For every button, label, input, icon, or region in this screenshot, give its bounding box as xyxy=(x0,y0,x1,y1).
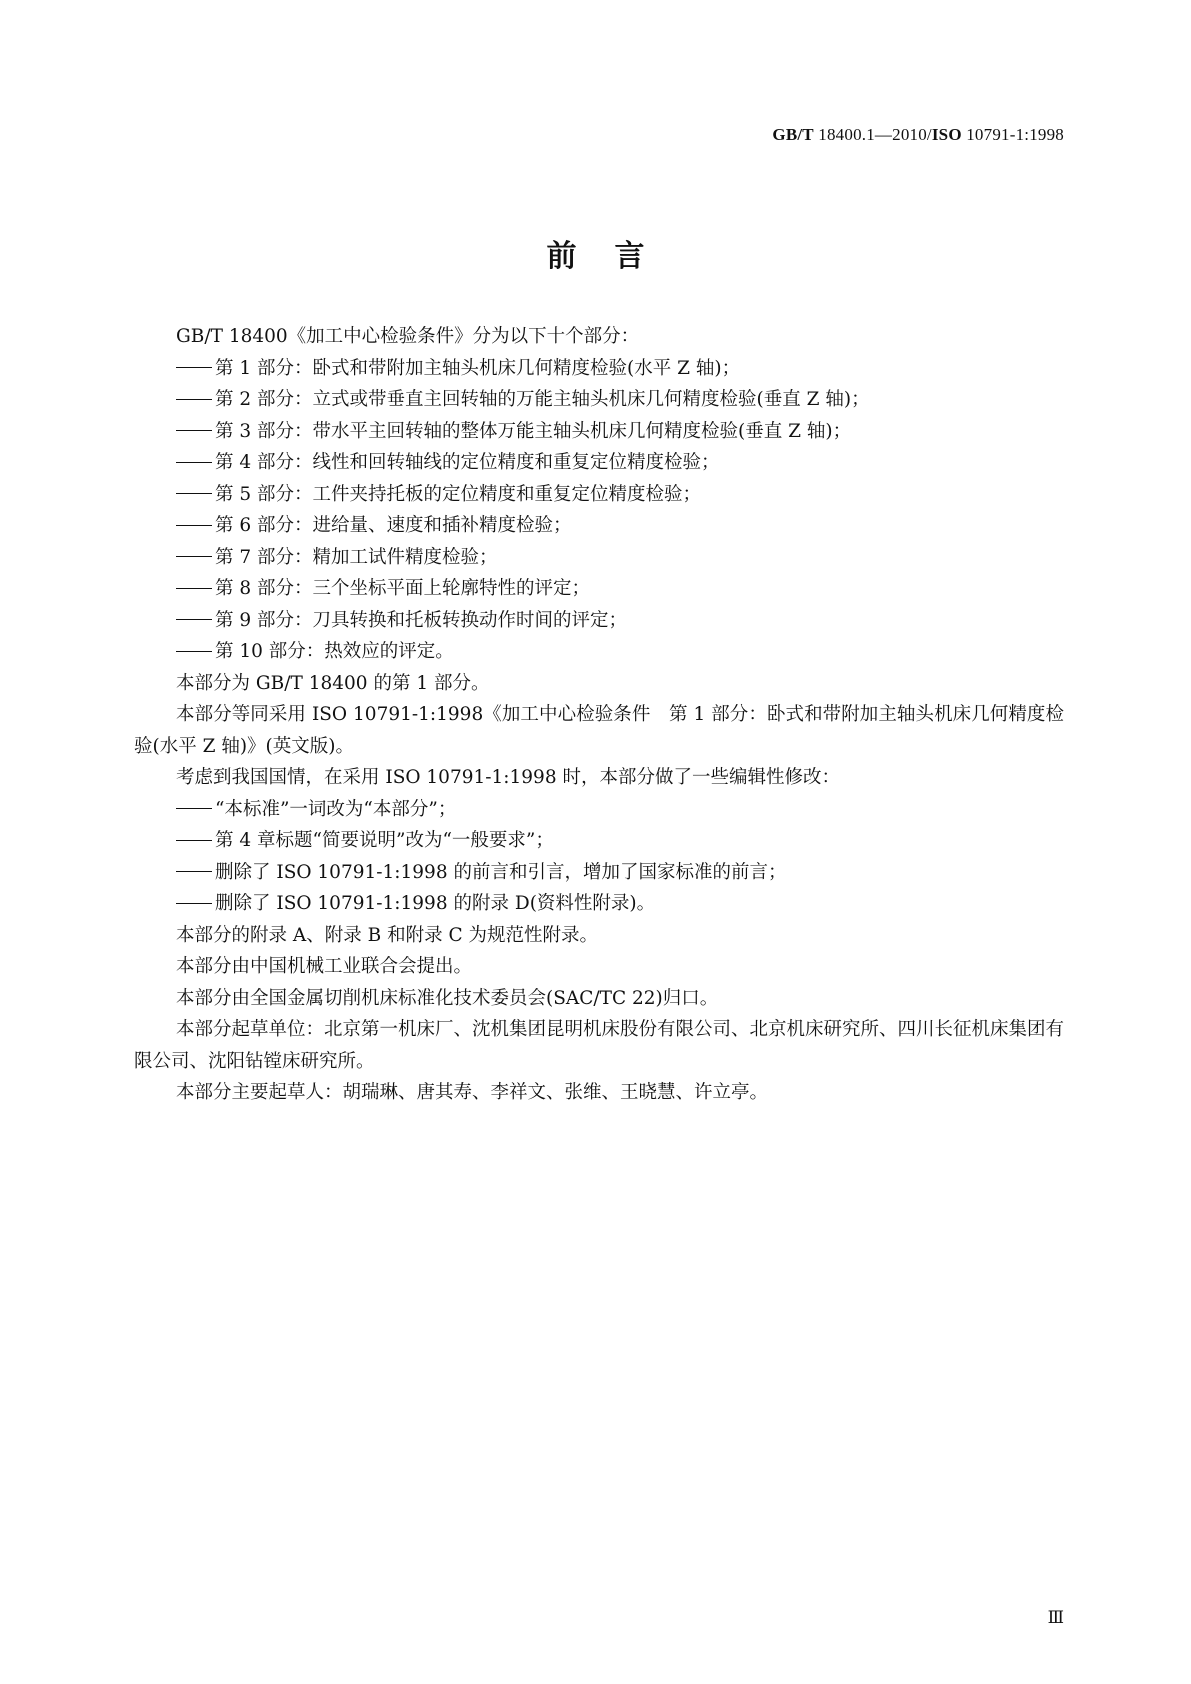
part-list-item xyxy=(134,416,1064,448)
part-list-item xyxy=(134,353,1064,385)
dash-mark xyxy=(176,430,212,431)
change-list-text: 删除了 ISO 10791-1:1998 的附录 D(资料性附录)。 xyxy=(215,893,656,914)
dash-mark xyxy=(176,462,212,463)
part-list-item xyxy=(134,542,1064,574)
part-list-text: 第 2 部分：立式或带垂直主回转轴的万能主轴头机床几何精度检验(垂直 Z 轴)； xyxy=(215,389,870,410)
equivalence-statement: 本部分等同采用 ISO 10791-1:1998《加工中心检验条件 第 1 部分：卧式和带附加主轴头机床几何精度检验(水平 Z 轴)》(英文版)。 xyxy=(134,704,1064,757)
intro-paragraph: GB/T 18400《加工中心检验条件》分为以下十个部分： xyxy=(176,326,640,347)
change-list-item xyxy=(134,794,1064,826)
page-number: Ⅲ xyxy=(1047,1608,1064,1627)
part-list-item xyxy=(134,605,1064,637)
part-list-item xyxy=(134,447,1064,479)
dash-mark xyxy=(176,367,212,368)
part-list-item xyxy=(134,636,1064,668)
change-list-item xyxy=(134,825,1064,857)
foreword-body xyxy=(134,321,1064,1109)
dash-mark xyxy=(176,903,212,904)
part-list-text: 第 9 部分：刀具转换和托板转换动作时间的评定； xyxy=(215,609,628,631)
part-list-item xyxy=(134,479,1064,511)
change-list-text: “本标准”一词改为“本部分”； xyxy=(215,798,457,820)
dash-mark xyxy=(176,399,212,400)
part-list-text: 第 6 部分：进给量、速度和插补精度检验； xyxy=(215,515,572,536)
standard-code-iso: ISO xyxy=(931,125,962,144)
part-list-text: 第 1 部分：卧式和带附加主轴头机床几何精度检验(水平 Z 轴)； xyxy=(215,357,741,379)
standard-code-header xyxy=(772,125,1064,145)
change-list-item xyxy=(134,888,1064,920)
dash-mark xyxy=(176,651,212,652)
drafters-statement: 本部分主要起草人：胡瑞琳、唐其寿、李祥文、张维、王晓慧、许立亭。 xyxy=(176,1082,769,1103)
proposer-statement: 本部分由中国机械工业联合会提出。 xyxy=(176,956,473,977)
part-statement: 本部分为 GB/T 18400 的第 1 部分。 xyxy=(176,672,490,694)
change-list-text: 第 4 章标题“简要说明”改为“一般要求”； xyxy=(215,830,554,851)
dash-mark xyxy=(176,840,212,841)
centralizer-statement: 本部分由全国金属切削机床标准化技术委员会(SAC/TC 22)归口。 xyxy=(176,987,719,1009)
standard-code-prefix: GB/T xyxy=(772,125,814,144)
part-list-item xyxy=(134,384,1064,416)
part-list-text: 第 4 部分：线性和回转轴线的定位精度和重复定位精度检验； xyxy=(215,452,720,473)
part-list-text: 第 7 部分：精加工试件精度检验； xyxy=(215,546,498,568)
part-list-text: 第 8 部分：三个坐标平面上轮廓特性的评定； xyxy=(215,578,591,599)
part-list-item xyxy=(134,510,1064,542)
dash-mark xyxy=(176,493,212,494)
part-list-text: 第 3 部分：带水平主回转轴的整体万能主轴头机床几何精度检验(垂直 Z 轴)； xyxy=(215,420,852,442)
dash-mark xyxy=(176,588,212,589)
part-list-text: 第 10 部分：热效应的评定。 xyxy=(215,641,454,662)
dash-mark xyxy=(176,556,212,557)
drafting-units-statement: 本部分起草单位：北京第一机床厂、沈机集团昆明机床股份有限公司、北京机床研究所、四川长征机床集团有限公司、沈阳钻镗床研究所。 xyxy=(134,1019,1065,1072)
dash-mark xyxy=(176,525,212,526)
dash-mark xyxy=(176,871,212,872)
annex-statement: 本部分的附录 A、附录 B 和附录 C 为规范性附录。 xyxy=(176,924,599,946)
dash-mark xyxy=(176,808,212,809)
change-list-text: 删除了 ISO 10791-1:1998 的前言和引言，增加了国家标准的前言； xyxy=(215,861,787,883)
part-list-text: 第 5 部分：工件夹持托板的定位精度和重复定位精度检验； xyxy=(215,483,702,505)
change-list-item xyxy=(134,857,1064,889)
dash-mark xyxy=(176,619,212,620)
changes-intro: 考虑到我国国情，在采用 ISO 10791-1:1998 时，本部分做了一些编辑性修改： xyxy=(176,767,840,788)
standard-code-iso-number: 10791-1:1998 xyxy=(961,125,1064,144)
page-title: 前言 xyxy=(546,239,683,274)
part-list-item xyxy=(134,573,1064,605)
standard-code-number: 18400.1—2010/ xyxy=(813,125,932,144)
